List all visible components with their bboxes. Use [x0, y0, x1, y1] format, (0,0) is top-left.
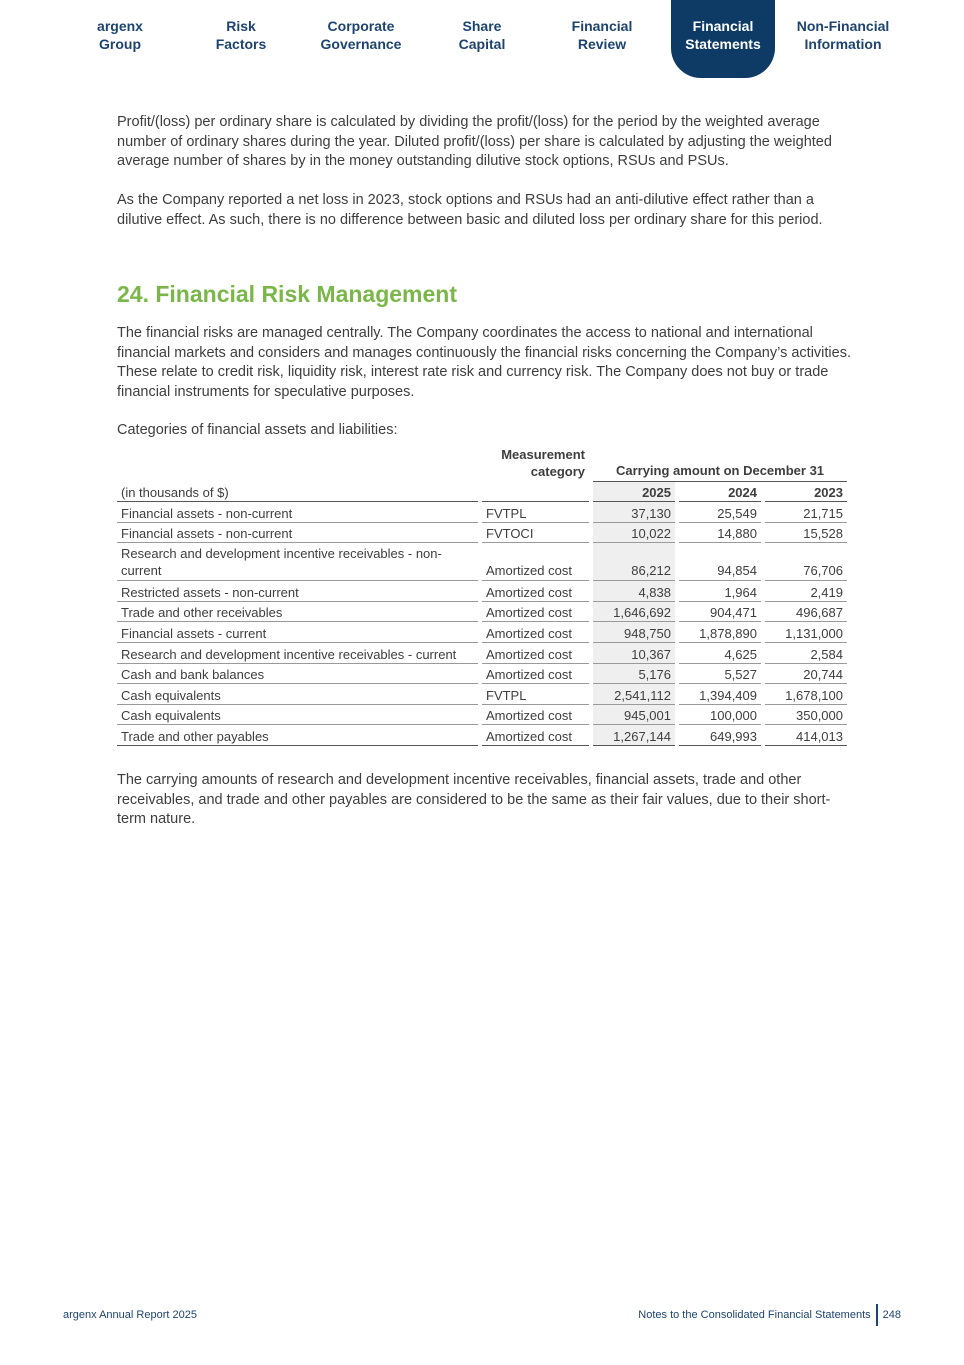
table-row — [117, 622, 847, 643]
value-2023: 76,706 — [765, 543, 847, 581]
value-2024: 649,993 — [679, 725, 761, 746]
table-year-row — [117, 482, 847, 502]
footer-report-title: argenx Annual Report 2025 — [63, 1309, 197, 1321]
table-row — [117, 664, 847, 685]
value-2024: 25,549 — [679, 502, 761, 523]
row-measurement: FVTPL — [482, 684, 589, 705]
row-description: Research and development incentive receivables - non-current — [117, 543, 478, 581]
row-measurement: Amortized cost — [482, 725, 589, 746]
measurement-category-header — [482, 444, 589, 482]
value-2023: 2,584 — [765, 643, 847, 664]
table-intro — [117, 421, 852, 441]
value-2025: 4,838 — [593, 581, 675, 602]
financial-instruments-table — [117, 444, 847, 746]
value-2023: 1,678,100 — [765, 684, 847, 705]
value-2023: 2,419 — [765, 581, 847, 602]
value-2025: 5,176 — [593, 664, 675, 685]
tab-share-capital[interactable] — [422, 0, 542, 78]
value-2025: 10,022 — [593, 523, 675, 544]
tab-label-line1: Share — [462, 18, 502, 34]
tab-label-line1: Non-Financial — [796, 18, 890, 34]
value-2023: 496,687 — [765, 602, 847, 623]
table-row — [117, 705, 847, 726]
row-description: Cash equivalents — [117, 684, 478, 705]
tab-label-line2: Review — [577, 36, 627, 52]
value-2023: 414,013 — [765, 725, 847, 746]
value-2025: 1,646,692 — [593, 602, 675, 623]
tab-corporate-governance[interactable] — [301, 0, 421, 78]
top-navigation — [60, 0, 904, 78]
value-2025: 945,001 — [593, 705, 675, 726]
tab-label-line2: Information — [804, 36, 882, 52]
tab-label-line1: argenx — [97, 18, 143, 34]
row-measurement: Amortized cost — [482, 602, 589, 623]
row-measurement: Amortized cost — [482, 622, 589, 643]
footer-section — [638, 1304, 901, 1326]
row-measurement: Amortized cost — [482, 664, 589, 685]
value-2024: 904,471 — [679, 602, 761, 623]
section-heading: 24. Financial Risk Management — [117, 281, 458, 307]
row-measurement: FVTOCI — [482, 523, 589, 544]
risk-paragraph — [117, 324, 852, 402]
value-2023: 21,715 — [765, 502, 847, 523]
tab-financial-statements[interactable] — [671, 0, 775, 78]
value-2024: 100,000 — [679, 705, 761, 726]
paragraph-text: Categories of financial assets and liabilities: — [117, 422, 398, 438]
units-label: (in thousands of $) — [117, 482, 478, 502]
year-header-2023: 2023 — [765, 482, 847, 502]
paragraph-text: Profit/(loss) per ordinary share is calculated by dividing the profit/(loss) for the period by the weighted average number of ordinary shares during the year. Diluted profit/(loss) per share is calculated by adjusting the weighted average number of shares by in the money outstanding dilutive stock options, RSUs and PSUs. — [117, 114, 832, 169]
row-description: Cash equivalents — [117, 705, 478, 726]
table-row — [117, 643, 847, 664]
value-2024: 14,880 — [679, 523, 761, 544]
measurement-header-line2: category — [530, 464, 585, 479]
table-row — [117, 523, 847, 544]
value-2024: 94,854 — [679, 543, 761, 581]
footer-section-title: Notes to the Consolidated Financial Statements — [638, 1309, 871, 1321]
value-2025: 2,541,112 — [593, 684, 675, 705]
row-description: Trade and other receivables — [117, 602, 478, 623]
value-2024: 4,625 — [679, 643, 761, 664]
header-blank — [117, 444, 478, 482]
value-2023: 1,131,000 — [765, 622, 847, 643]
measurement-header-line1: Measurement — [501, 447, 585, 462]
value-2025: 1,267,144 — [593, 725, 675, 746]
row-measurement: Amortized cost — [482, 543, 589, 581]
tab-label-line2: Governance — [320, 36, 402, 52]
table-row — [117, 502, 847, 523]
closing-paragraph — [117, 771, 852, 830]
row-description: Financial assets - non-current — [117, 502, 478, 523]
year-header-2025: 2025 — [593, 482, 675, 502]
row-measurement: Amortized cost — [482, 581, 589, 602]
value-2025: 86,212 — [593, 543, 675, 581]
value-2023: 350,000 — [765, 705, 847, 726]
row-measurement: FVTPL — [482, 502, 589, 523]
tab-label-line1: Financial — [571, 18, 633, 34]
row-description: Trade and other payables — [117, 725, 478, 746]
tab-label-line2: Group — [99, 36, 141, 52]
eps-paragraph-1 — [117, 113, 852, 172]
tab-financial-review[interactable] — [542, 0, 662, 78]
table-row — [117, 602, 847, 623]
value-2023: 20,744 — [765, 664, 847, 685]
table-row — [117, 684, 847, 705]
value-2024: 1,394,409 — [679, 684, 761, 705]
table-row — [117, 725, 847, 746]
row-description: Financial assets - current — [117, 622, 478, 643]
row-description: Financial assets - non-current — [117, 523, 478, 544]
value-2025: 37,130 — [593, 502, 675, 523]
table-header-row — [117, 444, 847, 482]
tab-label-line1: Corporate — [327, 18, 395, 34]
value-2024: 1,878,890 — [679, 622, 761, 643]
tab-label-line1: Risk — [226, 18, 256, 34]
tab-non-financial-information[interactable] — [783, 0, 903, 78]
measurement-blank — [482, 482, 589, 502]
row-description: Restricted assets - non-current — [117, 581, 478, 602]
value-2024: 1,964 — [679, 581, 761, 602]
tab-risk-factors[interactable] — [181, 0, 301, 78]
paragraph-text: The carrying amounts of research and development incentive receivables, financial assets, trade and other receivables, and trade and other payables are considered to be the same as their fair values, due to their short-term nature. — [117, 772, 831, 827]
paragraph-text: As the Company reported a net loss in 2023, stock options and RSUs had an anti-dilutive effect rather than a dilutive effect. As such, there is no difference between basic and diluted loss per ordinary share for this period. — [117, 192, 823, 228]
tab-argenx-group[interactable] — [60, 0, 180, 78]
value-2023: 15,528 — [765, 523, 847, 544]
tab-label-line2: Statements — [685, 36, 761, 52]
row-description: Cash and bank balances — [117, 664, 478, 685]
footer-divider — [876, 1304, 878, 1326]
value-2025: 10,367 — [593, 643, 675, 664]
row-measurement: Amortized cost — [482, 705, 589, 726]
carrying-amount-header: Carrying amount on December 31 — [593, 444, 847, 482]
table-row — [117, 581, 847, 602]
value-2025: 948,750 — [593, 622, 675, 643]
tab-label-line2: Factors — [215, 36, 267, 52]
tab-label-line1: Financial — [692, 18, 754, 34]
value-2024: 5,527 — [679, 664, 761, 685]
paragraph-text: The financial risks are managed centrally. The Company coordinates the access to national and international financial markets and considers and manages continuously the financial risks concerning the Company’s activities. These relate to credit risk, liquidity risk, interest rate risk and currency risk. The Company does not buy or trade financial instruments for speculative purposes. — [117, 325, 851, 400]
row-description: Research and development incentive receivables - current — [117, 643, 478, 664]
tab-label-line2: Capital — [458, 36, 506, 52]
eps-paragraph-2 — [117, 191, 852, 230]
year-header-2024: 2024 — [679, 482, 761, 502]
page-number: 248 — [882, 1309, 901, 1321]
table-row — [117, 543, 847, 581]
row-measurement: Amortized cost — [482, 643, 589, 664]
